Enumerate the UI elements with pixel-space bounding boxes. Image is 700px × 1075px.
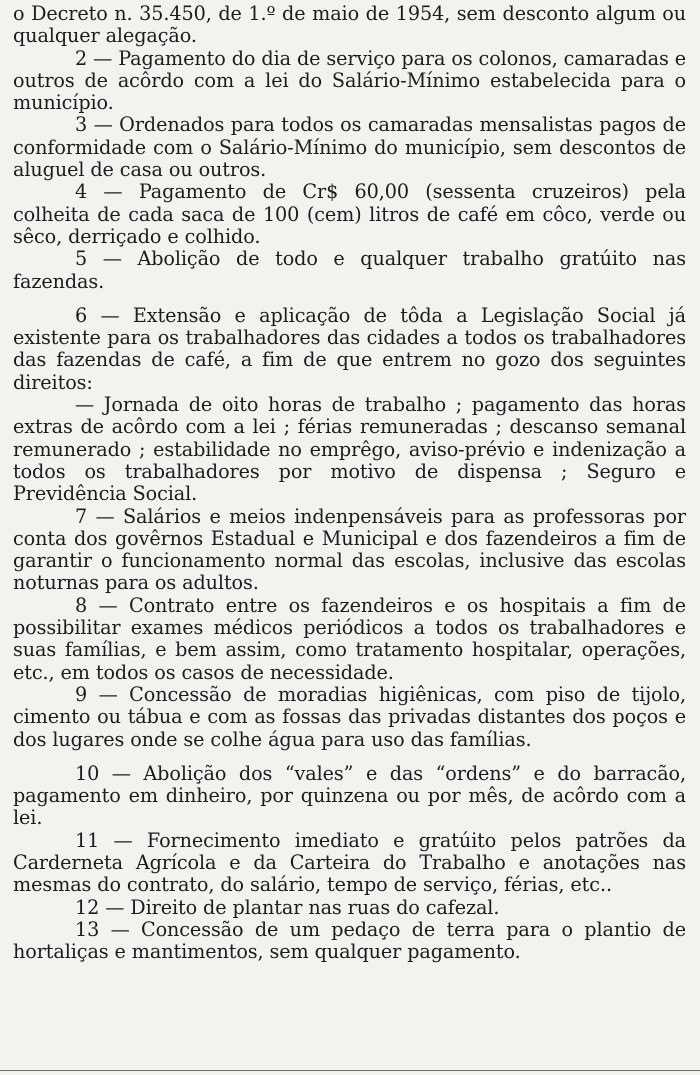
paragraph-item-7: 7 — Salários e meios indenpensáveis para as professoras por conta dos govêrnos Estadual e Municipal e dos fazendeiros a fim de garantir o funcionamento normal das escolas, inclusive das escolas noturnas para os adultos.	[13, 504, 686, 595]
paragraph-item-2: 2 — Pagamento do dia de serviço para os colonos, camaradas e outros de acôrdo com a lei do Salário-Mínimo estabelecida para o município.	[13, 46, 686, 115]
paragraph-item-10: 10 — Abolição dos “vales” e das “ordens” e do barracão, pagamento em dinheiro, por quinzena ou por mês, de acôrdo com a lei.	[13, 761, 686, 830]
bottom-divider	[0, 1070, 700, 1071]
paragraph-item-9: 9 — Concessão de moradias higiênicas, com piso de tijolo, cimento ou tábua e com as fossas das privadas distantes dos poços e dos lugares onde se colhe água para uso das famílias.	[13, 682, 686, 751]
paragraph-item-3: 3 — Ordenados para todos os camaradas mensalistas pagos de conformidade com o Salário-Mínimo do município, sem descontos de aluguel de casa ou outros.	[13, 113, 686, 182]
paragraph-item-11: 11 — Fornecimento imediato e gratúito pelos patrões da Carderneta Agrícola e da Carteira do Trabalho e anotações nas mesmas do contrato, do salário, tempo de serviço, férias, etc..	[13, 828, 686, 897]
paragraph-decree-continuation: o Decreto n. 35.450, de 1.º de maio de 1954, sem desconto algum ou qualquer alegação.	[13, 2, 686, 48]
paragraph-item-6-rights: — Jornada de oito horas de trabalho ; pagamento das horas extras de acôrdo com a lei ; férias remuneradas ; descanso semanal remunerado ; estabilidade no emprêgo, aviso-prévio e indenização a todos os trabalhadores por motivo de dispensa ; Seguro e Previdência Social.	[13, 393, 686, 506]
paragraph-item-8: 8 — Contrato entre os fazendeiros e os hospitais a fim de possibilitar exames médicos periódicos a todos os trabalhadores e suas famílias, e bem assim, como tratamento hospitalar, operações, etc., em todos os casos de necessidade.	[13, 593, 686, 684]
paragraph-item-5: 5 — Abolição de todo e qualquer trabalho gratúito nas fazendas.	[13, 247, 686, 293]
paragraph-item-4: 4 — Pagamento de Cr$ 60,00 (sessenta cruzeiros) pela colheita de cada saca de 100 (cem) litros de café em côco, verde ou sêco, derriçado e colhido.	[13, 180, 686, 248]
paragraph-item-6: 6 — Extensão e aplicação de tôda a Legislação Social já existente para os trabalhadores das cidades a todos os trabalhadores das fazendas de café, a fim de que entrem no gozo dos seguintes direitos:	[13, 303, 686, 394]
paragraph-item-12: 12 — Direito de plantar nas ruas do cafezal.	[75, 895, 500, 919]
paragraph-item-13: 13 — Concessão de um pedaço de terra para o plantio de hortaliças e mantimentos, sem qualquer pagamento.	[13, 917, 686, 964]
